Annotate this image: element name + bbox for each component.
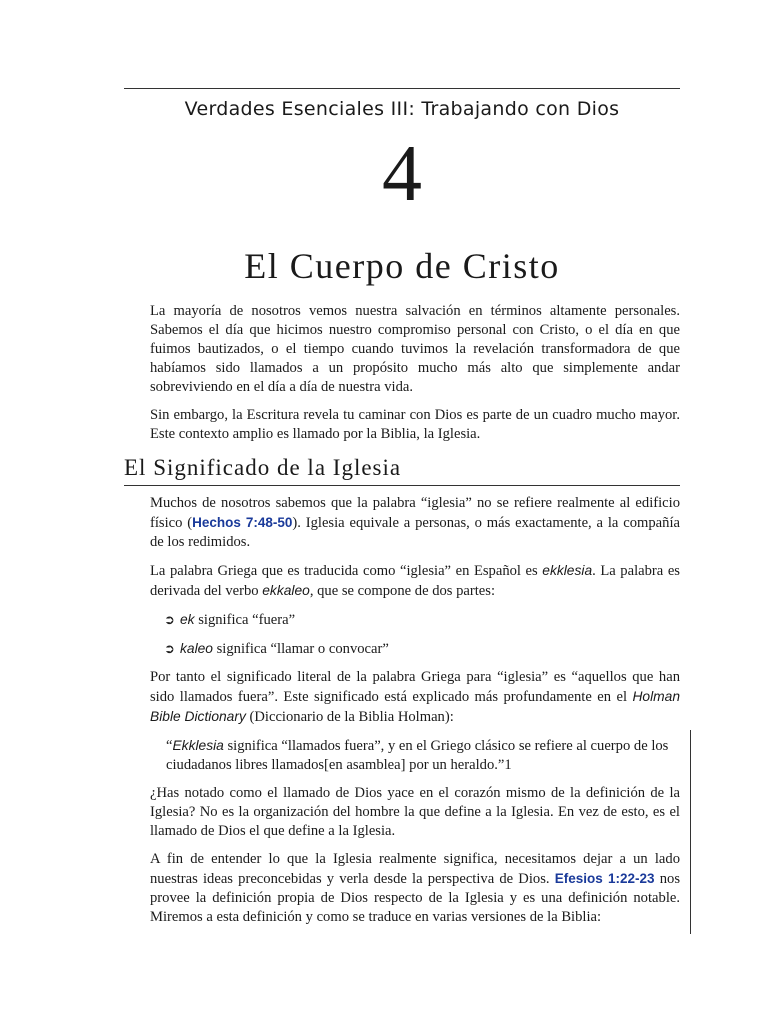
- text-span: significa “llamados fuera”, y en el Griego clásico se refiere al cuerpo de los ciudadanos libres llamados[en asamblea] por un heraldo.”1: [166, 738, 669, 773]
- paragraph-church-building: [150, 494, 680, 552]
- paragraph-greek-word: [150, 561, 680, 601]
- bullet-term: kaleo: [180, 641, 213, 656]
- quote-term: Ekklesia: [172, 738, 224, 753]
- text-span: La palabra Griega que es traducida como “iglesia” en Español es: [150, 563, 543, 579]
- scripture-link-efesios[interactable]: Efesios 1:22-23: [554, 871, 655, 886]
- term-ekklesia: ekklesia: [542, 563, 593, 578]
- text-span: Por tanto el significado literal de la palabra Griega para “iglesia” es “aquellos que han sido llamados fuera”. Este significado está explicado más profundamente en el: [150, 669, 680, 705]
- bullet-item-ek: [164, 610, 680, 630]
- series-title: Verdades Esenciales III: Trabajando con Dios: [184, 98, 620, 120]
- chapter-title: El Cuerpo de Cristo: [244, 246, 560, 286]
- section-heading: El Significado de la Iglesia: [124, 452, 680, 486]
- text-span: “: [166, 738, 173, 754]
- term-ekkaleo: ekkaleo: [262, 583, 310, 598]
- text-span: . La palabra es derivada del verbo: [150, 563, 680, 599]
- bullet-text: significa “fuera”: [194, 612, 296, 628]
- dictionary-quote: [166, 736, 680, 775]
- text-span: ). Iglesia equivale a personas, o más exactamente, a la compañía de los redimidos.: [150, 515, 680, 550]
- intro-section: [150, 302, 680, 453]
- text-span: A fin de entender lo que la Iglesia realmente significa, necesitamos dejar a un lado nuestras ideas preconcebidas y verla desde la perspectiva de Dios.: [150, 851, 680, 887]
- margin-bar: [690, 730, 691, 934]
- text-span: , que se compone de dos partes:: [309, 583, 496, 599]
- paragraph-literal-meaning: [150, 668, 680, 727]
- intro-paragraph-2: Sin embargo, la Escritura revela tu caminar con Dios es parte de un cuadro mucho mayor. Este contexto amplio es llamado por la Biblia, la Iglesia.: [150, 407, 680, 442]
- section-body: [150, 494, 680, 936]
- bullet-item-kaleo: [164, 639, 680, 659]
- bullet-text: significa “llamar o convocar”: [212, 641, 389, 657]
- chapter-number: 4: [382, 130, 422, 218]
- paragraph-ephesians: [150, 850, 680, 927]
- book-title: Holman Bible Dictionary: [150, 689, 680, 724]
- intro-paragraph-1: La mayoría de nosotros vemos nuestra salvación en términos altamente personales. Sabemos el día que hicimos nuestro compromiso personal con Cristo, o el día en que fuimos bautizados, o el tiempo cuando tuvimos la revelación transformadora de que habíamos sido llamados a un propósito mucho más alto que simplemente andar sobreviviendo en el día a día de nuestra vida.: [150, 303, 680, 395]
- scripture-link-hechos[interactable]: Hechos 7:48-50: [192, 515, 293, 530]
- text-span: nos provee la definición propia de Dios respecto de la Iglesia y es una definición notable. Miremos a esta definición y como se traduce en varias versiones de la Biblia:: [150, 871, 681, 925]
- top-rule: [124, 88, 680, 89]
- bullet-term: ek: [180, 612, 195, 627]
- text-span: Muchos de nosotros sabemos que la palabra “iglesia” no se refiere realmente al edificio físico (: [150, 495, 680, 531]
- right-arrow-icon: ➲: [164, 642, 175, 657]
- right-arrow-icon: ➲: [164, 613, 175, 628]
- text-span: (Diccionario de la Biblia Holman):: [245, 709, 454, 725]
- paragraph-calling: ¿Has notado como el llamado de Dios yace en el corazón mismo de la definición de la Iglesia? No es la organización del hombre la que define a la Iglesia. En vez de esto, es el llamado de Dios el que define a la Iglesia.: [150, 785, 680, 839]
